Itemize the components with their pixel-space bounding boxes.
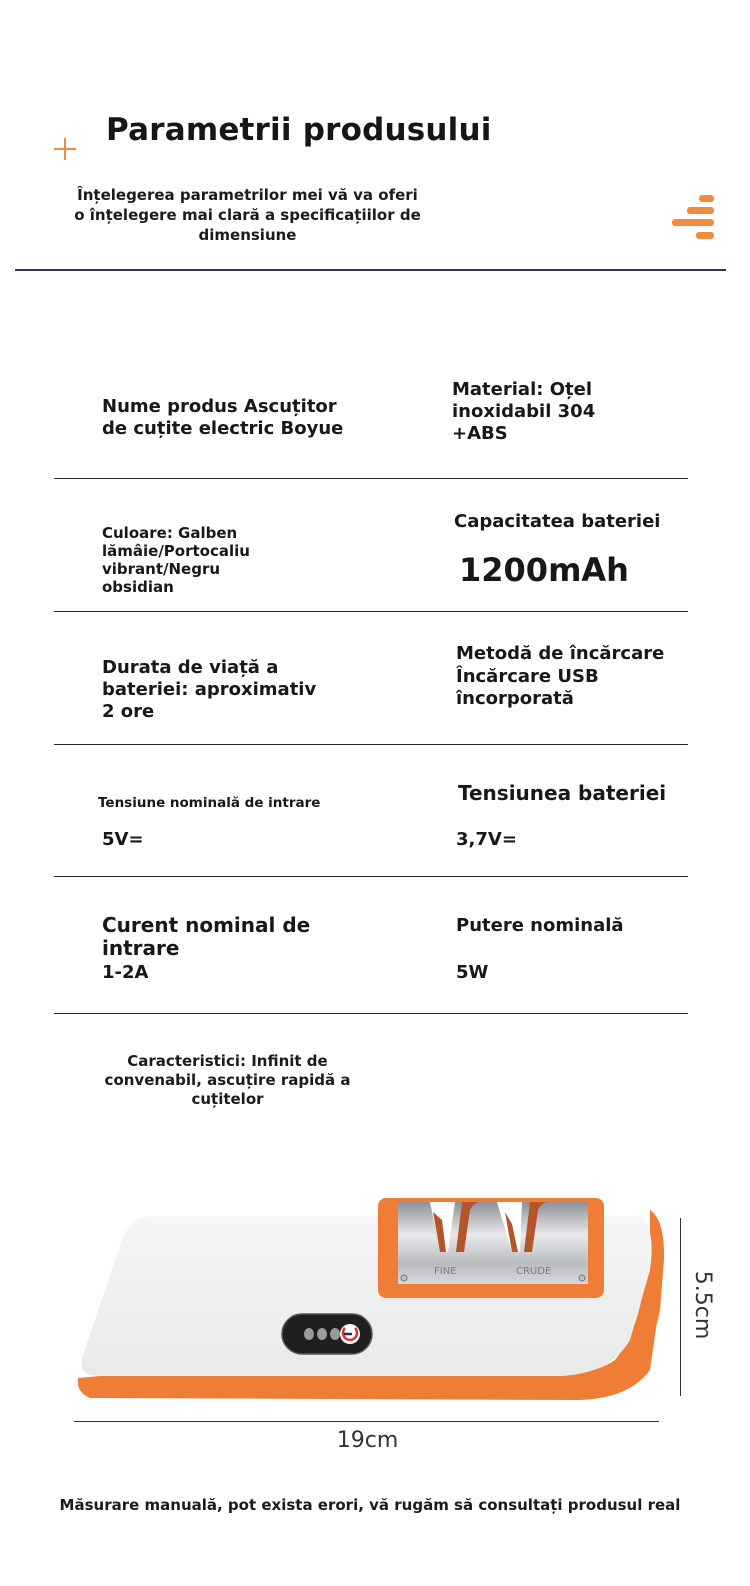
spec-input-voltage-label: Tensiune nominală de intrare [98,795,321,811]
spec-input-current-value: 1-2A [102,962,149,983]
spec-input-voltage-value: 5V= [102,829,144,850]
knife-sharpener-image [60,1180,680,1410]
width-dimension-line [74,1421,659,1422]
spec-battery-capacity-value: 1200mAh [459,551,629,589]
row-divider [54,876,688,877]
row-divider [54,611,688,612]
spec-power-value: 5W [456,962,489,983]
spec-product-name: Nume produs Ascuțitor de cuțite electric Boyue [102,396,344,439]
spec-battery-voltage-value: 3,7V= [456,829,517,850]
spec-color: Culoare: Galben lămâie/Portocaliu vibrant/Negru obsidian [102,524,250,596]
row-divider [54,478,688,479]
spec-power-label: Putere nominală [456,915,624,936]
spec-battery-voltage-label: Tensiunea bateriei [458,781,667,805]
spec-input-current-label: Curent nominal de intrare [102,913,311,960]
spec-charging-value: Încărcare USB încorporată [456,666,599,709]
row-divider [54,1013,688,1014]
slot-label-fine: FINE [434,1266,457,1277]
page-title: Parametrii produsului [106,112,492,148]
header-divider [15,269,726,271]
plus-icon [54,138,76,160]
page-subtitle: Înțelegerea parametrilor mei vă va oferi o înțelegere mai clară a specificațiilor de dimensiune [74,186,421,244]
spec-charging-label: Metodă de încărcare [456,643,665,664]
slot-label-crude: CRUDE [516,1266,552,1277]
spec-features: Caracteristici: Infinit de convenabil, ascuțire rapidă a cuțitelor [104,1052,351,1108]
row-divider [54,744,688,745]
measurement-disclaimer: Măsurare manuală, pot exista erori, vă rugăm să consultați produsul real [59,1496,681,1514]
spec-battery-capacity-label: Capacitatea bateriei [454,511,661,532]
height-dimension-line [680,1218,681,1396]
spec-material: Material: Oțel inoxidabil 304 +ABS [452,379,596,444]
bars-icon [670,195,714,243]
height-dimension-label: 5.5cm [690,1270,715,1340]
width-dimension-label: 19cm [336,1428,399,1453]
spec-battery-life: Durata de viață a bateriei: aproximativ 2 ore [102,657,317,722]
